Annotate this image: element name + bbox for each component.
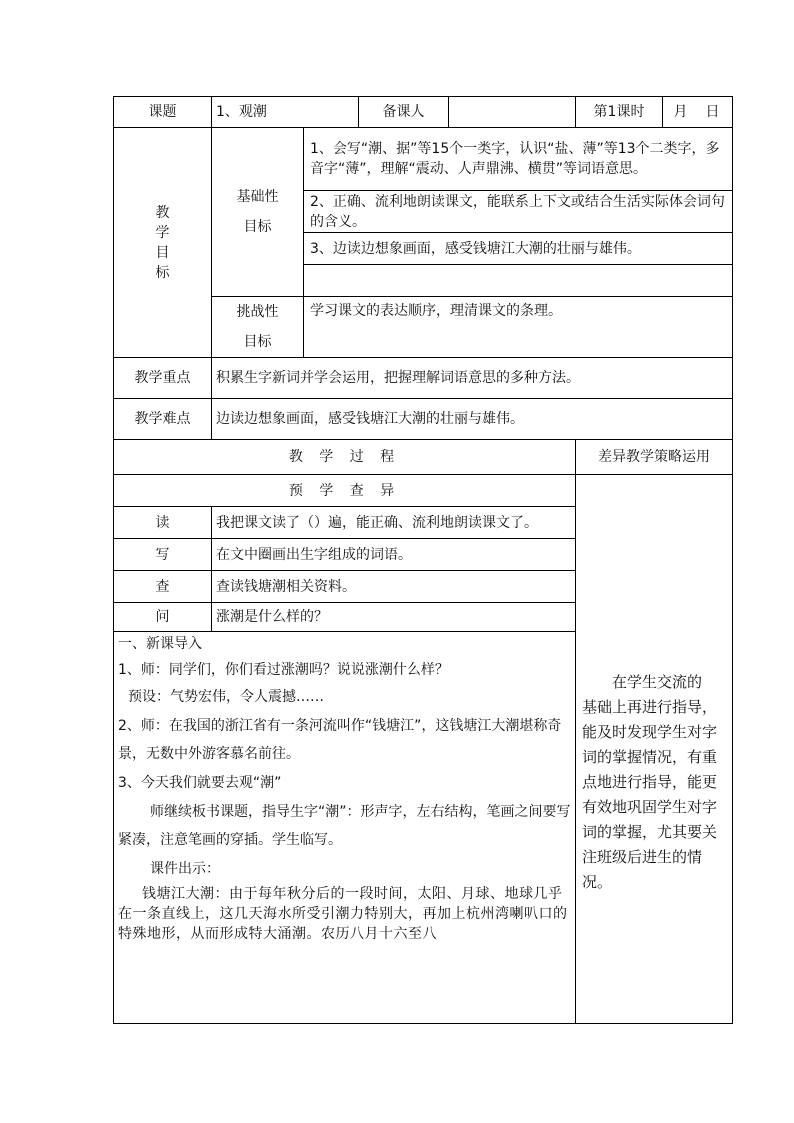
courseware-label: 课件出示： — [150, 861, 220, 877]
strategy-title: 差异教学策略运用 — [576, 440, 733, 475]
preview-text-ask: 涨潮是什么样的？ — [212, 603, 576, 632]
difficulty-text: 边读边想象画面，感受钱塘江大潮的壮丽与雄伟。 — [212, 399, 733, 440]
preview-text-write: 在文中圈画出生字组成的词语。 — [212, 539, 576, 571]
topic-label: 课题 — [114, 97, 212, 128]
process-content — [114, 632, 576, 1024]
preview-text-search: 查读钱塘潮相关资料。 — [212, 571, 576, 603]
preparer-value — [449, 97, 576, 128]
process-title: 教 学 过 程 — [114, 440, 576, 475]
goals-label: 教 学 目 标 — [114, 128, 212, 358]
process-item-1: 1、师：同学们，你们看过涨潮吗？说说涨潮什么样？ — [118, 662, 449, 678]
lesson-number: 第1课时 — [576, 97, 663, 128]
preview-label-search: 查 — [114, 571, 212, 603]
preview-title: 预 学 查 异 — [114, 475, 576, 507]
process-item-3-detail: 师继续板书课题，指导生字“潮”：形声字，左右结构，笔画之间要写紧凑，注意笔画的穿插。学生临写。 — [118, 804, 571, 848]
key-point-label: 教学重点 — [114, 358, 212, 399]
basic-goal-4 — [304, 265, 733, 297]
preview-label-write: 写 — [114, 539, 212, 571]
difficulty-row — [114, 399, 733, 440]
process-item-3: 3、今天我们就要去观“潮” — [118, 775, 282, 791]
lesson-date: 月 日 — [663, 97, 733, 128]
basic-goal-1: 1、会写“潮、据”等15个一类字，认识“盐、薄”等13个二类字，多音字“薄”，理解“震动、人声鼎沸、横贯”等词语意思。 — [304, 128, 733, 191]
challenge-goals-label: 挑战性 目标 — [212, 297, 304, 358]
process-item-2: 2、师：在我国的浙江省有一条河流叫作“钱塘江”，这钱塘江大潮堪称奇景，无数中外游客慕名前往。 — [118, 718, 562, 762]
preview-label-ask: 问 — [114, 603, 212, 632]
courseware-text: 钱塘江大潮：由于每年秋分后的一段时间，太阳、月球、地球几乎在一条直线上，这几天海水所受引潮力特别大，再加上杭州湾喇叭口的特殊地形，从而形成特大涌潮。农历八月十六至八 — [118, 886, 568, 942]
goal-row-1 — [114, 128, 733, 191]
process-item-1-preset: 预设：气势宏伟，令人震撼…… — [128, 689, 324, 705]
topic-value: 1、观潮 — [212, 97, 359, 128]
preview-title-row — [114, 475, 733, 507]
basic-goal-3: 3、边读边想象画面，感受钱塘江大潮的壮丽与雄伟。 — [304, 233, 733, 265]
basic-goals-label: 基础性 目标 — [212, 128, 304, 297]
preview-text-read: 我把课文读了（）遍，能正确、流利地朗读课文了。 — [212, 507, 576, 539]
strategy-text: 在学生交流的 基础上再进行指导，能及时发现学生对字词的掌握情况，有重点地进行指导，能更有效地巩固学生对字词的掌握，尤其要关注班级后进生的情况。 — [576, 475, 733, 1024]
lesson-plan-table — [113, 96, 733, 1024]
preview-label-read: 读 — [114, 507, 212, 539]
section-title: 一、新课导入 — [118, 636, 202, 652]
basic-goal-2: 2、正确、流利地朗读课文，能联系上下文或结合生活实际体会词句的含义。 — [304, 191, 733, 233]
key-point-row — [114, 358, 733, 399]
header-row — [114, 97, 733, 128]
challenge-goal: 学习课文的表达顺序，理清课文的条理。 — [304, 297, 733, 358]
difficulty-label: 教学难点 — [114, 399, 212, 440]
preparer-label: 备课人 — [359, 97, 449, 128]
process-header-row — [114, 440, 733, 475]
key-point-text: 积累生字新词并学会运用，把握理解词语意思的多种方法。 — [212, 358, 733, 399]
